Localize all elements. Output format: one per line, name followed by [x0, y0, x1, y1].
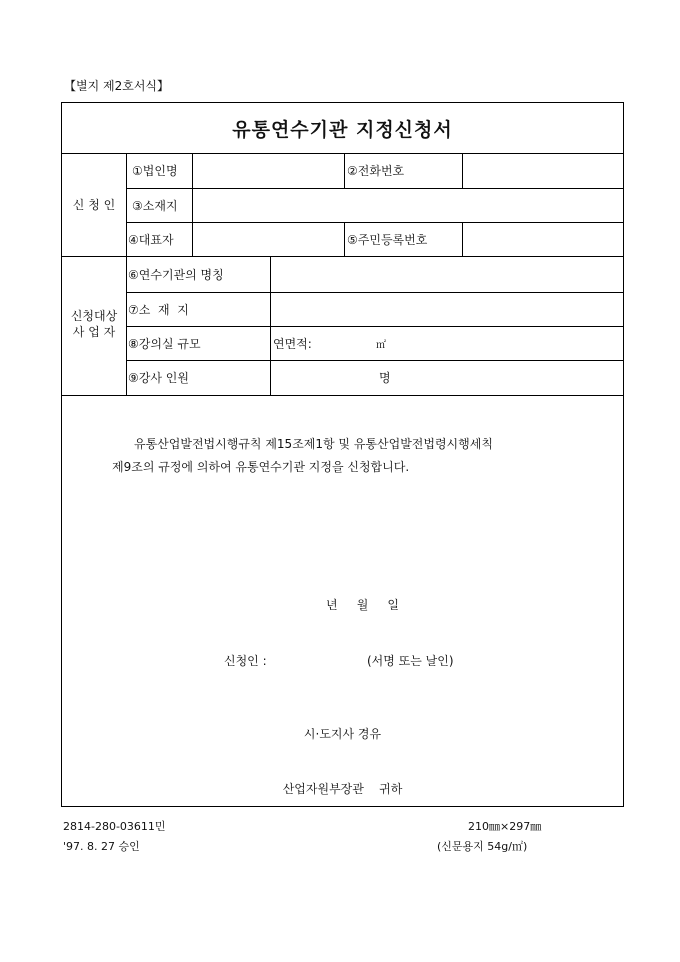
floor-area-label: 연면적: [273, 336, 312, 351]
location-label: ⑦소 재 지 [128, 302, 189, 317]
via-governor-line: 시·도지사 경유 [303, 727, 382, 741]
paper-type: (신문용지 54g/㎡) [437, 840, 528, 853]
target-section-label-line2: 사 업 자 [72, 325, 116, 339]
corp-name-field[interactable] [193, 153, 344, 188]
classroom-size-label: ⑧강의실 규모 [128, 336, 201, 351]
form-title: 유통연수기관 지정신청서 [232, 118, 453, 141]
location-field[interactable] [271, 292, 623, 326]
section-divider [126, 153, 127, 395]
resident-number-field[interactable] [463, 222, 623, 256]
phone-label: ②전화번호 [347, 164, 405, 178]
address-label: ③소재지 [132, 198, 178, 213]
signature-note[interactable]: (서명 또는 날인) [367, 654, 454, 668]
applicant-section-label: 신 청 인 [72, 198, 116, 212]
title-row [62, 103, 623, 154]
approval-date: '97. 8. 27 승인 [63, 840, 140, 853]
representative-label: ④대표자 [128, 232, 174, 247]
floor-area-unit: ㎡ [376, 339, 386, 351]
application-form [61, 102, 624, 807]
section-line [62, 395, 623, 396]
form-code: 2814-280-03611민 [63, 820, 166, 833]
statement-line1: 유통산업발전법시행규칙 제15조제1항 및 유통산업발전법령시행세칙 [134, 437, 493, 451]
paper-size: 210㎜×297㎜ [468, 820, 542, 833]
address-field[interactable] [193, 188, 623, 222]
recipient-line: 산업자원부장관 귀하 [282, 782, 403, 796]
instructor-count-label: ⑨강사 인원 [128, 371, 189, 385]
form-number-label: 【별지 제2호서식】 [64, 79, 170, 93]
signer-label: 신청인 : [224, 654, 267, 668]
col-line [344, 222, 345, 256]
date-line[interactable]: 년 월 일 [326, 598, 399, 612]
target-section-label [62, 308, 126, 340]
resident-number-label: ⑤주민등록번호 [347, 232, 428, 247]
institution-name-field[interactable] [271, 256, 623, 292]
instructor-count-unit: 명 [379, 371, 391, 385]
target-section-label-line1: 신청대상 [70, 309, 118, 323]
col-line [344, 153, 345, 188]
institution-name-label: ⑥연수기관의 명칭 [128, 267, 224, 282]
phone-field[interactable] [463, 153, 623, 188]
representative-field[interactable] [193, 222, 344, 256]
corp-name-label: ①법인명 [132, 164, 178, 178]
statement-line2: 제9조의 규정에 의하여 유통연수기관 지정을 신청합니다. [112, 460, 410, 474]
